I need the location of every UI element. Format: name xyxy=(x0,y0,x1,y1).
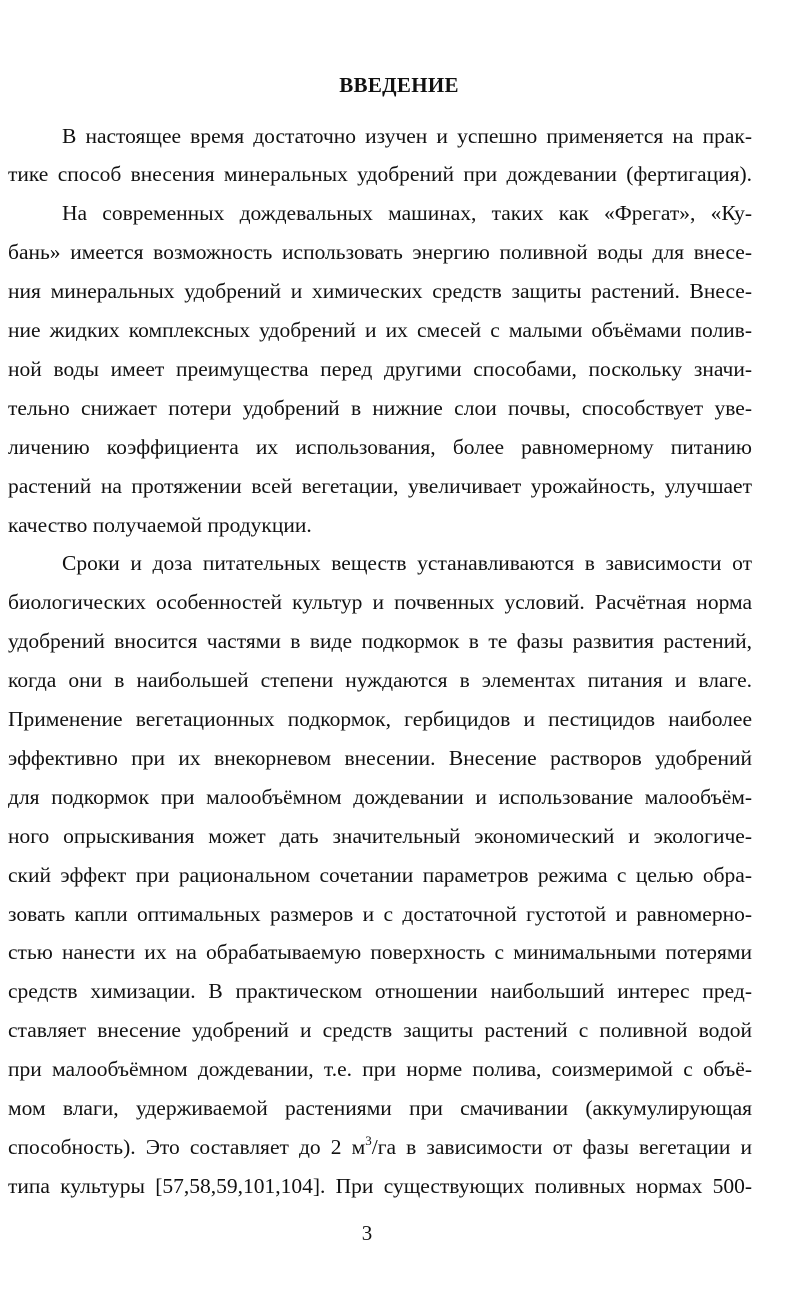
text-line xyxy=(0,1089,798,1128)
text-line-content: способность). Это составляет до 2 $м^3/га$ в зависимости от фазы вегетации и xyxy=(8,1132,752,1159)
text-line-content: В настоящее время достаточно изучен и успешно применяется на прак- xyxy=(62,123,752,148)
text-line xyxy=(0,350,798,389)
text-line-content: при малообъёмном дождевании, т.е. при норме полива, соизмеримой с объё- xyxy=(8,1057,752,1082)
text-line xyxy=(0,233,798,272)
text-line-content: Сроки и доза питательных веществ устанавливаются в зависимости от xyxy=(62,551,752,576)
text-line-content: растений на протяжении всей вегетации, увеличивает урожайность, улучшает xyxy=(8,473,752,498)
text-line xyxy=(0,117,798,156)
text-line xyxy=(0,622,798,661)
text-line-content: средств химизации. В практическом отношении наибольший интерес пред- xyxy=(8,979,752,1004)
text-line xyxy=(0,194,798,233)
text-line-content: зовать капли оптимальных размеров и с достаточной густотой и равномерно- xyxy=(8,901,752,926)
text-line xyxy=(0,467,798,506)
text-line-content: типа культуры [57,58,59,101,104]. При существующих поливных нормах 500- xyxy=(8,1173,752,1198)
superscript: 3 xyxy=(365,1132,372,1148)
text-line-content: Применение вегетационных подкормок, гербицидов и пестицидов наиболее xyxy=(8,707,752,731)
text-line xyxy=(0,895,798,934)
text-line xyxy=(0,1128,798,1167)
text-line xyxy=(0,739,798,778)
text-line-content: ставляет внесение удобрений и средств защиты растений с поливной водой xyxy=(8,1018,752,1043)
text-line xyxy=(0,661,798,700)
text-line xyxy=(0,311,798,350)
text-line-content: бань» имеется возможность использовать энергию поливной воды для внесе- xyxy=(8,240,752,265)
text-line xyxy=(0,155,798,194)
text-line-content: мом влаги, удерживаемой растениями при смачивании (аккумулирующая xyxy=(8,1096,752,1120)
text-line xyxy=(0,428,798,467)
text-line-content: стью нанести их на обрабатываемую поверхность с минимальными потерями xyxy=(8,940,752,965)
text-line xyxy=(0,933,798,972)
text-line-content: эффективно при их внекорневом внесении. Внесение растворов удобрений xyxy=(8,745,752,770)
text-line-content: На современных дождевальных машинах, таких как «Фрегат», «Ку- xyxy=(62,201,752,226)
text-line xyxy=(0,389,798,428)
text-line-content: личению коэффициента их использования, более равномерному питанию xyxy=(8,434,752,459)
text-line xyxy=(0,1011,798,1050)
text-line-content: когда они в наибольшей степени нуждаются в элементах питания и влаге. xyxy=(8,668,752,693)
text-line xyxy=(0,506,798,545)
text-line xyxy=(0,1167,798,1206)
text-line xyxy=(0,700,798,739)
text-line-content: удобрений вносится частями в виде подкормок в те фазы развития растений, xyxy=(8,629,752,654)
text-line-content: качество получаемой продукции. xyxy=(8,512,312,537)
text-line xyxy=(0,544,798,583)
text-line-content: ский эффект при рациональном сочетании параметров режима с целью обра- xyxy=(8,862,752,887)
text-line xyxy=(0,1050,798,1089)
text-line xyxy=(0,972,798,1011)
text-line-content: тельно снижает потери удобрений в нижние слои почвы, способствует уве- xyxy=(8,395,752,420)
page-number: 3 xyxy=(361,1221,373,1245)
text-line xyxy=(0,856,798,895)
page-title: ВВЕДЕНИЕ xyxy=(339,73,459,97)
text-line-content: ние жидких комплексных удобрений и их смесей с малыми объёмами полив- xyxy=(8,318,752,342)
text-line-content: биологических особенностей культур и почвенных условий. Расчётная норма xyxy=(8,590,752,615)
text-line xyxy=(0,778,798,817)
text-line-content: ния минеральных удобрений и химических средств защиты растений. Внесе- xyxy=(8,279,752,304)
text-line-content: ного опрыскивания может дать значительный экономический и экологиче- xyxy=(8,823,752,848)
text-line-content: тике способ внесения минеральных удобрений при дождевании (фертигация). xyxy=(8,162,752,187)
text-line xyxy=(0,272,798,311)
text-line xyxy=(0,817,798,856)
text-line xyxy=(0,583,798,622)
text-line-content: для подкормок при малообъёмном дождевании и использование малообъём- xyxy=(8,784,752,809)
text-line-content: ной воды имеет преимущества перед другими способами, поскольку значи- xyxy=(8,356,752,381)
